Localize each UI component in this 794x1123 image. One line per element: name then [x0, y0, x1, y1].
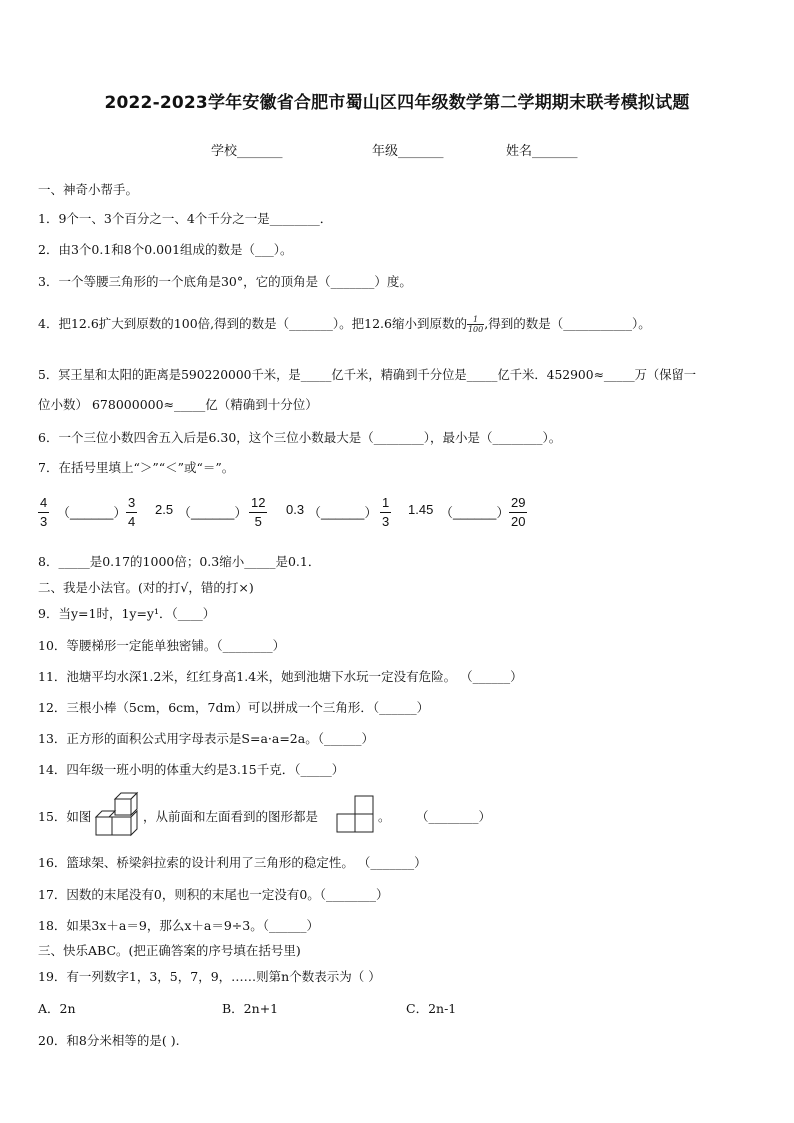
question-7: 7．在括号里填上“＞”“＜”或“＝”。 [38, 460, 235, 475]
question-14: 14．四年级一班小明的体重大约是3.15千克．（_____） [38, 762, 345, 777]
compare-blank-4: （______） [440, 505, 510, 520]
section-3-heading: 三、快乐ABC。(把正确答案的序号填在括号里) [38, 943, 301, 958]
cube-stack-figure [93, 791, 141, 837]
grade-field: 年级_______ [372, 144, 444, 159]
name-field: 姓名_______ [506, 144, 578, 159]
question-3: 3．一个等腰三角形的一个底角是30°，它的顶角是（_______）度。 [38, 274, 412, 289]
question-15-suffix: 。 [378, 809, 391, 824]
question-6: 6．一个三位小数四舍五入后是6.30，这个三位小数最大是（________），最小是（________）。 [38, 430, 562, 445]
question-19: 19．有一列数字1，3，5，7，9，……则第n个数表示为（ ） [38, 969, 381, 984]
value-2-5: 2.5 [155, 502, 174, 517]
school-field: 学校_______ [211, 144, 283, 159]
numerator: 29 [509, 494, 527, 513]
question-15-prefix: 15．如图 [38, 809, 92, 824]
fraction-numerator: 1 [467, 315, 484, 325]
question-10: 10．等腰梯形一定能单独密铺。（________） [38, 638, 286, 653]
section-2-heading: 二、我是小法官。(对的打√，错的打×) [38, 580, 254, 595]
question-15-middle: ，从前面和左面看到的图形都是 [143, 809, 319, 824]
front-left-view-figure [336, 795, 376, 835]
denominator: 3 [382, 513, 390, 529]
question-16: 16．篮球架、桥梁斜拉索的设计利用了三角形的稳定性。 （_______） [38, 855, 427, 870]
question-5-line-2: 位小数） 678000000≈_____亿（精确到十分位） [38, 397, 318, 412]
compare-blank-3: （______） [308, 505, 378, 520]
option-c: C．2n-1 [406, 1001, 457, 1016]
fraction-4-3 [38, 490, 49, 534]
question-4 [38, 314, 651, 334]
denominator: 4 [128, 513, 136, 529]
question-4-part1: 4．把12.6扩大到原数的100倍,得到的数是（_______）。把12.6缩小到原数的 [38, 316, 467, 331]
value-0-3: 0.3 [286, 502, 305, 517]
question-18: 18．如果3x＋a＝9，那么x＋a＝9÷3。（______） [38, 918, 319, 933]
question-8: 8．_____是0.17的1000倍；0.3缩小_____是0.1． [38, 554, 321, 569]
question-20: 20．和8分米相等的是( ). [38, 1033, 180, 1048]
option-b: B．2n+1 [222, 1001, 279, 1016]
question-7-comparisons [38, 490, 598, 534]
fraction-29-20 [509, 490, 527, 534]
numerator: 1 [380, 494, 391, 513]
question-5-line-1: 5．冥王星和太阳的距离是590220000千米，是_____亿千米，精确到千分位是_____亿千米．452900≈_____万（保留一 [38, 368, 697, 382]
section-1-heading: 一、神奇小帮手。 [38, 182, 139, 197]
question-4-part2: ,得到的数是（___________）。 [484, 316, 651, 331]
denominator: 20 [511, 513, 526, 529]
numerator: 4 [38, 494, 49, 513]
question-13: 13．正方形的面积公式用字母表示是S=a·a=2a。（______） [38, 731, 374, 746]
option-a: A．2n [38, 1001, 76, 1016]
question-1: 1．9个一、3个百分之一、4个千分之一是________． [38, 211, 333, 226]
denominator: 5 [254, 513, 262, 529]
question-2: 2．由3个0.1和8个0.001组成的数是（___）。 [38, 242, 293, 257]
question-11: 11．池塘平均水深1.2米，红红身高1.4米，她到池塘下水玩一定没有危险。 （______） [38, 669, 523, 684]
fraction-1-100 [467, 315, 484, 334]
fraction-12-5 [249, 490, 267, 534]
question-17: 17．因数的末尾没有0，则积的末尾也一定没有0。（________） [38, 887, 389, 902]
compare-blank-2: （______） [178, 505, 248, 520]
fraction-1-3 [380, 490, 391, 534]
page-title: 2022-2023学年安徽省合肥市蜀山区四年级数学第二学期期末联考模拟试题 [104, 93, 690, 113]
question-9: 9．当y=1时，1y=y¹．（____） [38, 606, 216, 621]
numerator: 3 [126, 494, 137, 513]
question-15-blank: （________） [416, 809, 492, 824]
compare-blank-1: （______） [57, 505, 127, 520]
fraction-denominator: 100 [467, 325, 484, 334]
value-1-45: 1.45 [408, 502, 434, 517]
question-12: 12．三根小棒（5cm，6cm，7dm）可以拼成一个三角形．（______） [38, 700, 430, 715]
fraction-3-4 [126, 490, 137, 534]
numerator: 12 [249, 494, 267, 513]
denominator: 3 [40, 513, 48, 529]
